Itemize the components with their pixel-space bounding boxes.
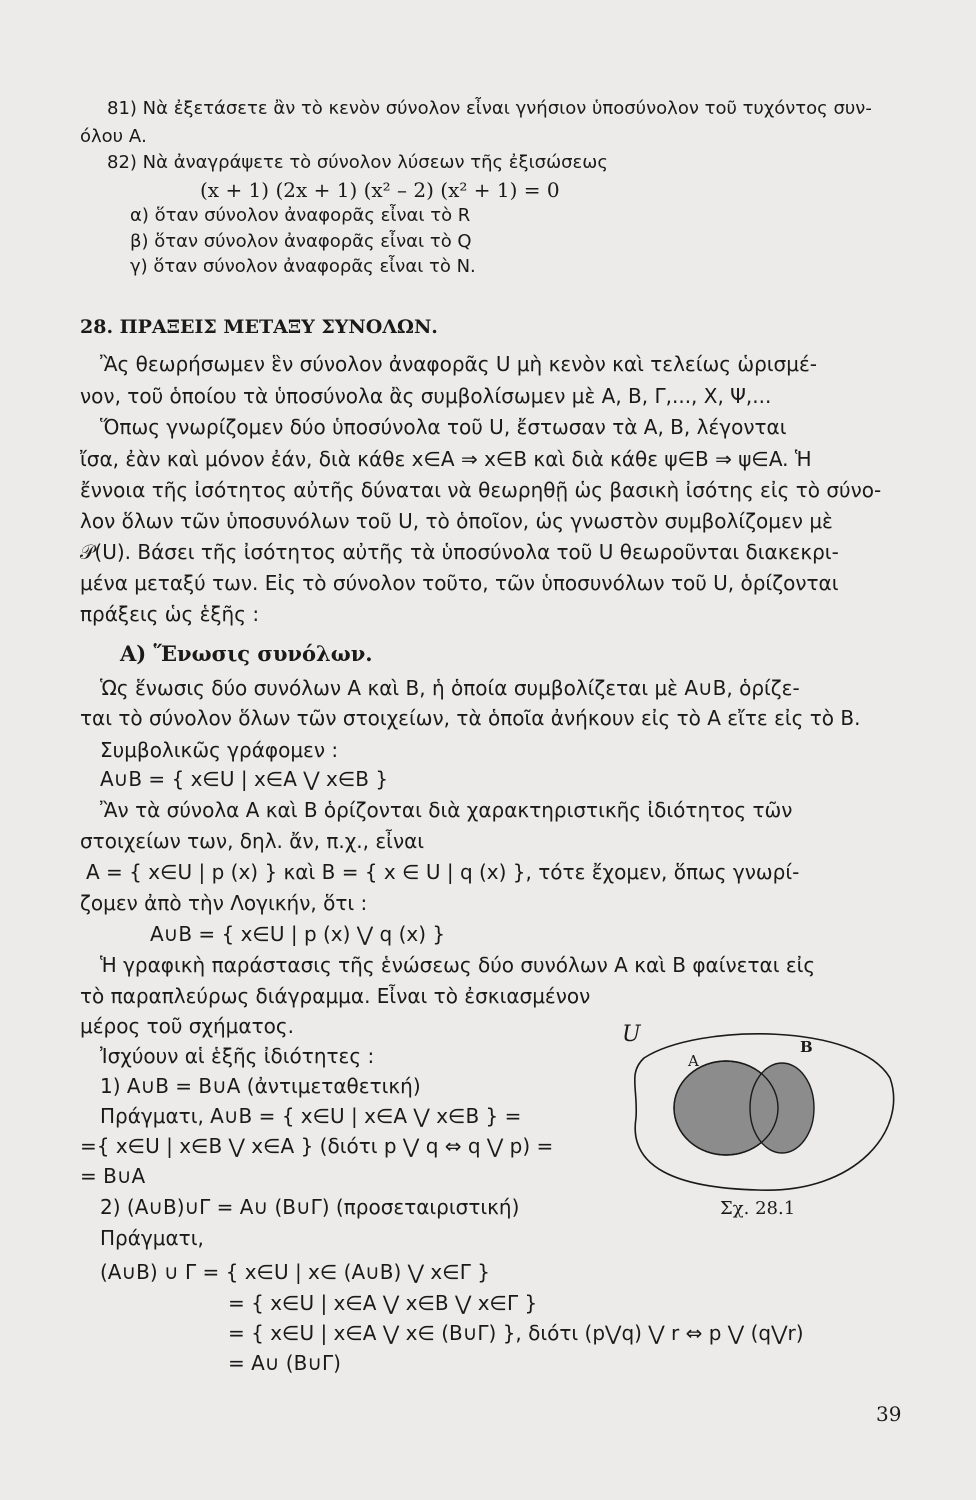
section-p2-line-2: ἴσα, ἐὰν καὶ μόνον ἐάν, διὰ κάθε x∈A ⇒ x∈B καὶ διὰ κάθε ψ∈B ⇒ ψ∈A. Ἡ xyxy=(80,447,812,471)
union-characteristic-line-2: στοιχείων των, δηλ. ἄν, π.χ., εἶναι xyxy=(80,829,425,853)
section-p2-line-7: πράξεις ὡς ἑξῆς : xyxy=(80,602,260,626)
section-p2-line-6: μένα μεταξύ των. Εἰς τὸ σύνολον τοῦτο, τῶν ὑποσυνόλων τοῦ U, ὁρίζονται xyxy=(80,571,839,595)
union-graph-line-3: μέρος τοῦ σχήματος. xyxy=(80,1014,294,1038)
union-proof-1-line-1: Πράγματι, A∪B = { x∈U | x∈A ⋁ x∈B } = xyxy=(100,1104,522,1128)
union-properties-intro: Ἰσχύουν αἱ ἑξῆς ἰδιότητες : xyxy=(100,1044,375,1068)
union-proof-2-line-4: = A∪ (B∪Γ) xyxy=(228,1351,341,1375)
venn-diagram xyxy=(608,1018,908,1204)
union-proof-2-intro: Πράγματι, xyxy=(100,1226,204,1250)
union-property-1: 1) A∪B = B∪A (ἀντιμεταθετική) xyxy=(100,1074,421,1098)
union-proof-2-line-1: (A∪B) ∪ Γ = { x∈U | x∈ (A∪B) ⋁ x∈Γ } xyxy=(100,1260,490,1284)
union-logic-formula: A∪B = { x∈U | p (x) ⋁ q (x) } xyxy=(150,922,446,946)
section-p1-line-1: Ἂς θεωρήσωμεν ἓν σύνολον ἀναφορᾶς U μὴ κενὸν καὶ τελείως ὡρισμέ- xyxy=(100,352,817,376)
set-b-ellipse xyxy=(750,1063,814,1153)
exercise-82-line-1: 82) Νὰ ἀναγράψετε τὸ σύνολον λύσεων τῆς ἐξισώσεως xyxy=(107,152,608,173)
union-graph-line-1: Ἡ γραφικὴ παράστασις τῆς ἑνώσεως δύο συνόλων Α καὶ Β φαίνεται εἰς xyxy=(100,953,816,977)
universe-label: U xyxy=(622,1022,641,1047)
section-p1-line-2: νον, τοῦ ὁποίου τὰ ὑποσύνολα ἂς συμβολίσωμεν μὲ Α, Β, Γ,..., Χ, Ψ,... xyxy=(80,384,772,408)
union-symbolic-intro: Συμβολικῶς γράφομεν : xyxy=(100,738,339,762)
union-proof-2-line-3: = { x∈U | x∈A ⋁ x∈ (B∪Γ) }, διότι (p⋁q) ⋁ r ⇔ p ⋁ (q⋁r) xyxy=(228,1321,804,1345)
page-number: 39 xyxy=(876,1402,902,1426)
union-property-2: 2) (A∪B)∪Γ = A∪ (B∪Γ) (προσεταιριστική) xyxy=(100,1195,520,1219)
union-subheading: Α) Ἕνωσις συνόλων. xyxy=(120,641,373,666)
section-p2-line-1: Ὅπως γνωρίζομεν δύο ὑποσύνολα τοῦ U, ἔστωσαν τὰ Α, Β, λέγονται xyxy=(100,415,787,439)
union-definition-line-2: ται τὸ σύνολον ὅλων τῶν στοιχείων, τὰ ὁποῖα ἀνήκουν εἰς τὸ Α εἴτε εἰς τὸ Β. xyxy=(80,706,861,730)
union-proof-2-line-2: = { x∈U | x∈A ⋁ x∈B ⋁ x∈Γ } xyxy=(228,1291,538,1315)
section-heading: 28. ΠΡΑΞΕΙΣ ΜΕΤΑΞΥ ΣΥΝΟΛΩΝ. xyxy=(80,316,438,338)
exercise-81-line-2: όλου Α. xyxy=(80,126,147,147)
section-p2-line-4: λον ὅλων τῶν ὑποσυνόλων τοῦ U, τὸ ὁποῖον, ὡς γνωστὸν συμβολίζομεν μὲ xyxy=(80,509,833,533)
union-characteristic-line-3: A = { x∈U | p (x) } καὶ B = { x ∈ U | q (x) }, τότε ἔχομεν, ὅπως γνωρί- xyxy=(86,860,800,884)
exercise-82-equation: (x + 1) (2x + 1) (x² – 2) (x² + 1) = 0 xyxy=(200,178,560,202)
venn-diagram-svg xyxy=(608,1018,908,1204)
union-proof-1-line-3: = B∪A xyxy=(80,1164,146,1188)
union-definition-line-1: Ὡς ἕνωσις δύο συνόλων Α καὶ Β, ἡ ὁποία συμβολίζεται μὲ A∪B, ὁρίζε- xyxy=(100,676,800,700)
exercise-81-line-1: 81) Νὰ ἐξετάσετε ἂν τὸ κενὸν σύνολον εἶναι γνήσιον ὑποσύνολον τοῦ τυχόντος συν- xyxy=(107,98,872,119)
union-characteristic-line-1: Ἂν τὰ σύνολα Α καὶ Β ὁρίζονται διὰ χαρακτηριστικῆς ἰδιότητος τῶν xyxy=(100,798,793,822)
set-a-label: A xyxy=(688,1052,699,1070)
section-p2-line-5: 𝒫(U). Βάσει τῆς ἰσότητος αὐτῆς τὰ ὑποσύνολα τοῦ U θεωροῦνται διακεκρι- xyxy=(80,540,839,564)
set-b-label: B xyxy=(800,1038,813,1056)
exercise-82-option-c: γ) ὅταν σύνολον ἀναφορᾶς εἶναι τὸ Ν. xyxy=(130,256,476,277)
union-graph-line-2: τὸ παραπλεύρως διάγραμμα. Εἶναι τὸ ἐσκιασμένον xyxy=(80,984,591,1008)
exercise-82-option-a: α) ὅταν σύνολον ἀναφορᾶς εἶναι τὸ R xyxy=(130,205,471,226)
section-p2-line-3: ἔννοια τῆς ἰσότητος αὐτῆς δύναται νὰ θεωρηθῇ ὡς βασικὴ ἰσότης εἰς τὸ σύνο- xyxy=(80,478,882,502)
exercise-82-option-b: β) ὅταν σύνολον ἀναφορᾶς εἶναι τὸ Q xyxy=(130,231,472,252)
union-symbolic-formula: A∪B = { x∈U | x∈A ⋁ x∈B } xyxy=(100,767,389,791)
figure-caption: Σχ. 28.1 xyxy=(720,1198,796,1219)
union-proof-1-line-2: ={ x∈U | x∈B ⋁ x∈A } (διότι p ⋁ q ⇔ q ⋁ p) = xyxy=(80,1134,554,1158)
union-characteristic-line-4: ζομεν ἀπὸ τὴν Λογικήν, ὅτι : xyxy=(80,891,368,915)
